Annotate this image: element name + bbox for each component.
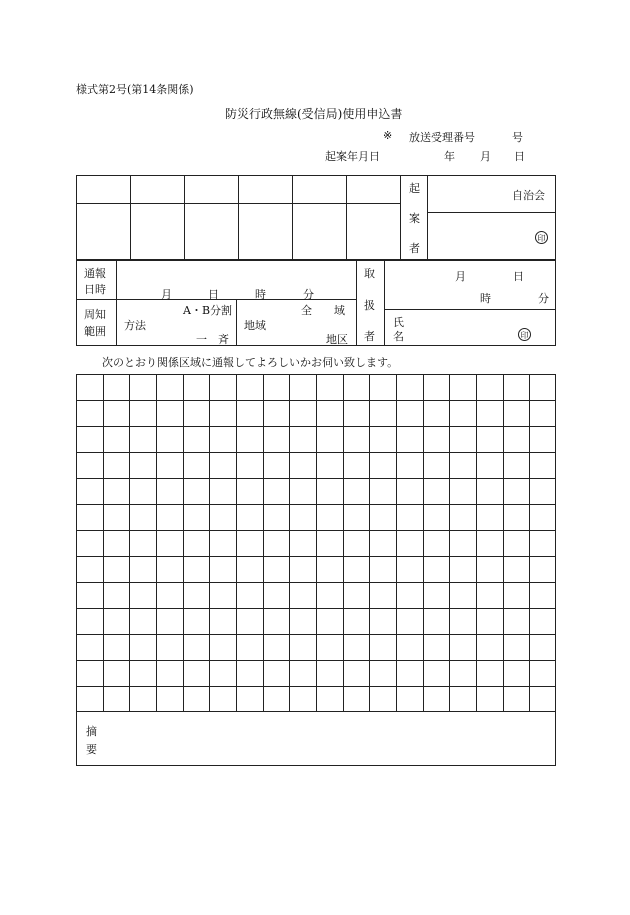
kian-label-3: 者 — [409, 242, 420, 255]
grid-column-line — [396, 374, 397, 712]
draft-day: 日 — [514, 150, 525, 163]
jichikai-label: 自治会 — [512, 189, 545, 202]
grid-column-line — [183, 374, 184, 712]
grid-row-line — [76, 608, 556, 609]
summary-label-1: 摘 — [86, 725, 97, 738]
grid-column-line — [209, 374, 210, 712]
grid-column-line — [343, 374, 344, 712]
all-area-option: 全 域 — [301, 304, 345, 317]
grid-column-line — [503, 374, 504, 712]
district-option: 地区 — [326, 333, 348, 346]
grid-column-line — [156, 374, 157, 712]
request-text: 次のとおり関係区域に通報してよろしいかお伺い致します。 — [102, 356, 399, 369]
grid-row-line — [76, 504, 556, 505]
grid-column-line — [529, 374, 530, 712]
name-label-2: 名 — [393, 330, 404, 343]
issei-option: 一 斉 — [196, 333, 229, 346]
area-label: 地域 — [244, 319, 266, 332]
handled-month: 月 — [455, 270, 466, 283]
grid-column-line — [476, 374, 477, 712]
grid-row-line — [76, 634, 556, 635]
note-mark: ※ — [383, 129, 393, 142]
draft-date-label: 起案年月日 — [325, 150, 380, 163]
kian-label-2: 案 — [409, 212, 420, 225]
method-label: 方法 — [124, 319, 146, 332]
draft-year: 年 — [444, 150, 455, 163]
grid-column-line — [369, 374, 370, 712]
toriatsukai-label-1: 取 — [364, 267, 375, 280]
grid-column-line — [103, 374, 104, 712]
seal-mark-handler: 印 — [518, 328, 531, 341]
document-title: 防災行政無線(受信局)使用申込書 — [225, 107, 403, 121]
grid-row-line — [76, 582, 556, 583]
form-number: 様式第2号(第14条関係) — [76, 83, 194, 96]
seal-mark: 印 — [535, 231, 548, 244]
grid-column-line — [263, 374, 264, 712]
tsuho-minute: 分 — [303, 288, 314, 301]
shuchi-label-2: 範囲 — [84, 325, 106, 338]
kian-label-1: 起 — [409, 182, 420, 195]
tsuho-day: 日 — [208, 288, 219, 301]
tsuho-label-1: 通報 — [84, 267, 106, 280]
toriatsukai-label-3: 者 — [364, 330, 375, 343]
tsuho-month: 月 — [161, 288, 172, 301]
grid-row-line — [76, 530, 556, 531]
grid-row-line — [76, 686, 556, 687]
grid-row-line — [76, 660, 556, 661]
shuchi-label-1: 周知 — [84, 308, 106, 321]
toriatsukai-label-2: 扱 — [364, 299, 375, 312]
grid-column-line — [236, 374, 237, 712]
draft-month: 月 — [480, 150, 491, 163]
grid-column-line — [289, 374, 290, 712]
handled-day: 日 — [513, 270, 524, 283]
tsuho-hour: 時 — [255, 288, 266, 301]
grid-row-line — [76, 556, 556, 557]
grid-column-line — [449, 374, 450, 712]
grid-row-line — [76, 452, 556, 453]
grid-row-line — [76, 426, 556, 427]
approval-table — [76, 175, 556, 260]
name-label-1: 氏 — [393, 316, 404, 329]
handled-minute: 分 — [538, 292, 549, 305]
grid-row-line — [76, 478, 556, 479]
broadcast-no-suffix: 号 — [512, 131, 523, 144]
grid-row-line — [76, 400, 556, 401]
summary-box[interactable] — [76, 711, 556, 766]
grid-column-line — [129, 374, 130, 712]
broadcast-no-label: 放送受理番号 — [409, 131, 475, 144]
tsuho-label-2: 日時 — [84, 283, 106, 296]
grid-column-line — [316, 374, 317, 712]
handled-hour: 時 — [480, 292, 491, 305]
grid-column-line — [423, 374, 424, 712]
ab-split-option: A・B分割 — [183, 304, 233, 317]
summary-label-2: 要 — [86, 743, 97, 756]
